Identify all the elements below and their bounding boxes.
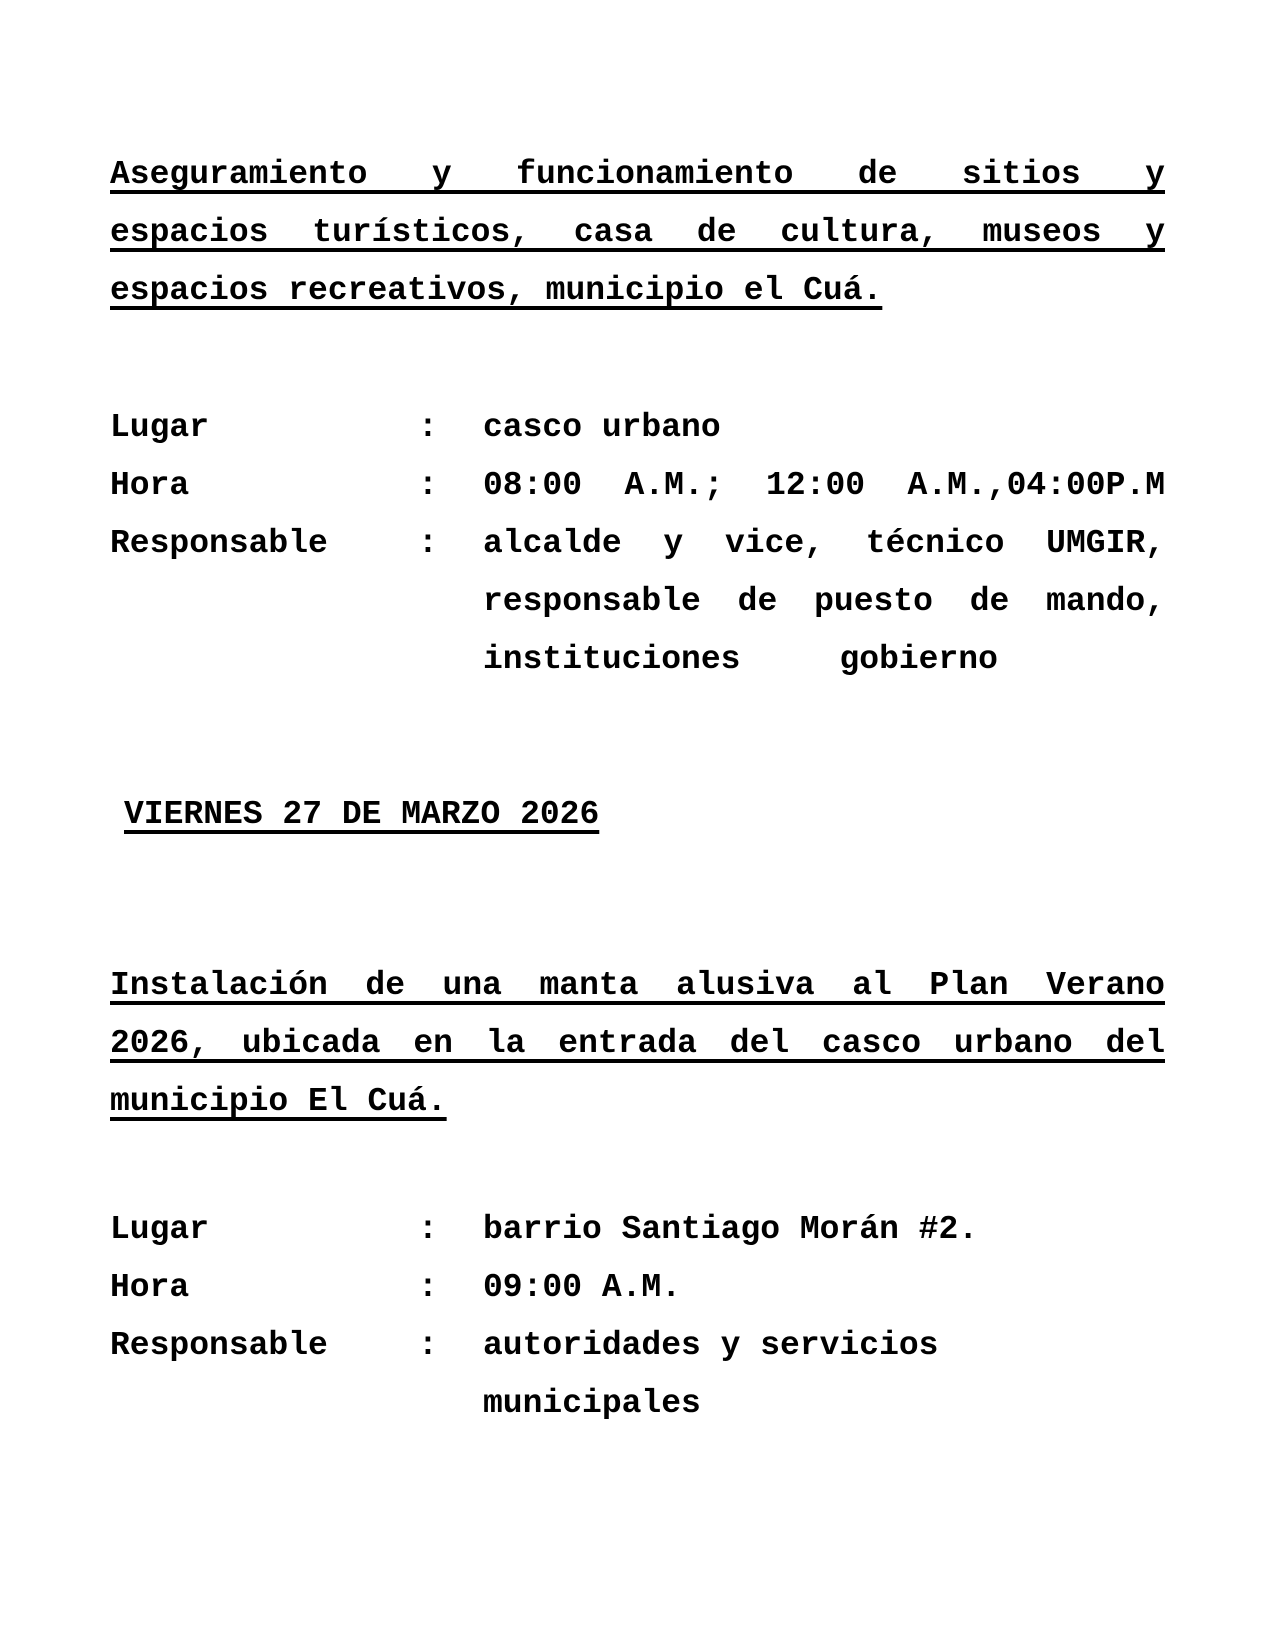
event-title-1-line-2: espacios turísticos, casa de cultura, museos y [110, 214, 1165, 251]
responsable-1-line-3: instituciones gobierno [483, 641, 998, 678]
field-separator: : [418, 467, 438, 504]
event-details-1 [110, 399, 1165, 689]
event-title-1-line-1: Aseguramiento y funcionamiento de sitios y [110, 156, 1165, 193]
field-value-hora-2: 09:00 A.M. [483, 1269, 682, 1306]
field-row-lugar-1 [110, 399, 1165, 457]
field-row-lugar-2 [110, 1201, 1165, 1259]
event-title-2-line-1: Instalación de una manta alusiva al Plan Verano [110, 967, 1165, 1004]
event-title-2-line-2: 2026, ubicada en la entrada del casco urbano del [110, 1025, 1165, 1062]
field-row-hora-2 [110, 1259, 1165, 1317]
field-value-responsable-1 [483, 515, 1165, 689]
responsable-2-line-1: autoridades y servicios [483, 1327, 939, 1364]
field-separator: : [418, 525, 438, 562]
field-label-responsable-1: Responsable [110, 525, 328, 562]
field-row-hora-1 [110, 457, 1165, 515]
field-separator: : [418, 409, 438, 446]
field-separator: : [418, 1269, 438, 1306]
field-row-responsable-2 [110, 1317, 1165, 1433]
event-title-2 [110, 957, 1165, 1131]
responsable-2-line-2: municipales [483, 1385, 701, 1422]
field-value-hora-1: 08:00 A.M.; 12:00 A.M.,04:00P.M [483, 467, 1165, 504]
field-row-responsable-1 [110, 515, 1165, 689]
field-label-hora-2: Hora [110, 1269, 190, 1306]
field-value-lugar-1: casco urbano [483, 409, 721, 446]
date-heading: VIERNES 27 DE MARZO 2026 [124, 796, 600, 833]
field-label-responsable-2: Responsable [110, 1327, 328, 1364]
event-details-2 [110, 1201, 1165, 1433]
field-label-hora-1: Hora [110, 467, 190, 504]
field-value-responsable-2 [483, 1317, 1165, 1433]
event-title-1 [110, 146, 1165, 320]
responsable-1-line-1: alcalde y vice, técnico UMGIR, [483, 525, 1165, 562]
field-label-lugar-2: Lugar [110, 1211, 210, 1248]
field-separator: : [418, 1327, 438, 1364]
field-label-lugar-1: Lugar [110, 409, 210, 446]
event-title-1-line-3: espacios recreativos, municipio el Cuá. [110, 272, 883, 309]
field-value-lugar-2: barrio Santiago Morán #2. [483, 1211, 979, 1248]
field-separator: : [418, 1211, 438, 1248]
event-title-2-line-3: municipio El Cuá. [110, 1083, 447, 1120]
responsable-1-line-2: responsable de puesto de mando, [483, 583, 1165, 620]
